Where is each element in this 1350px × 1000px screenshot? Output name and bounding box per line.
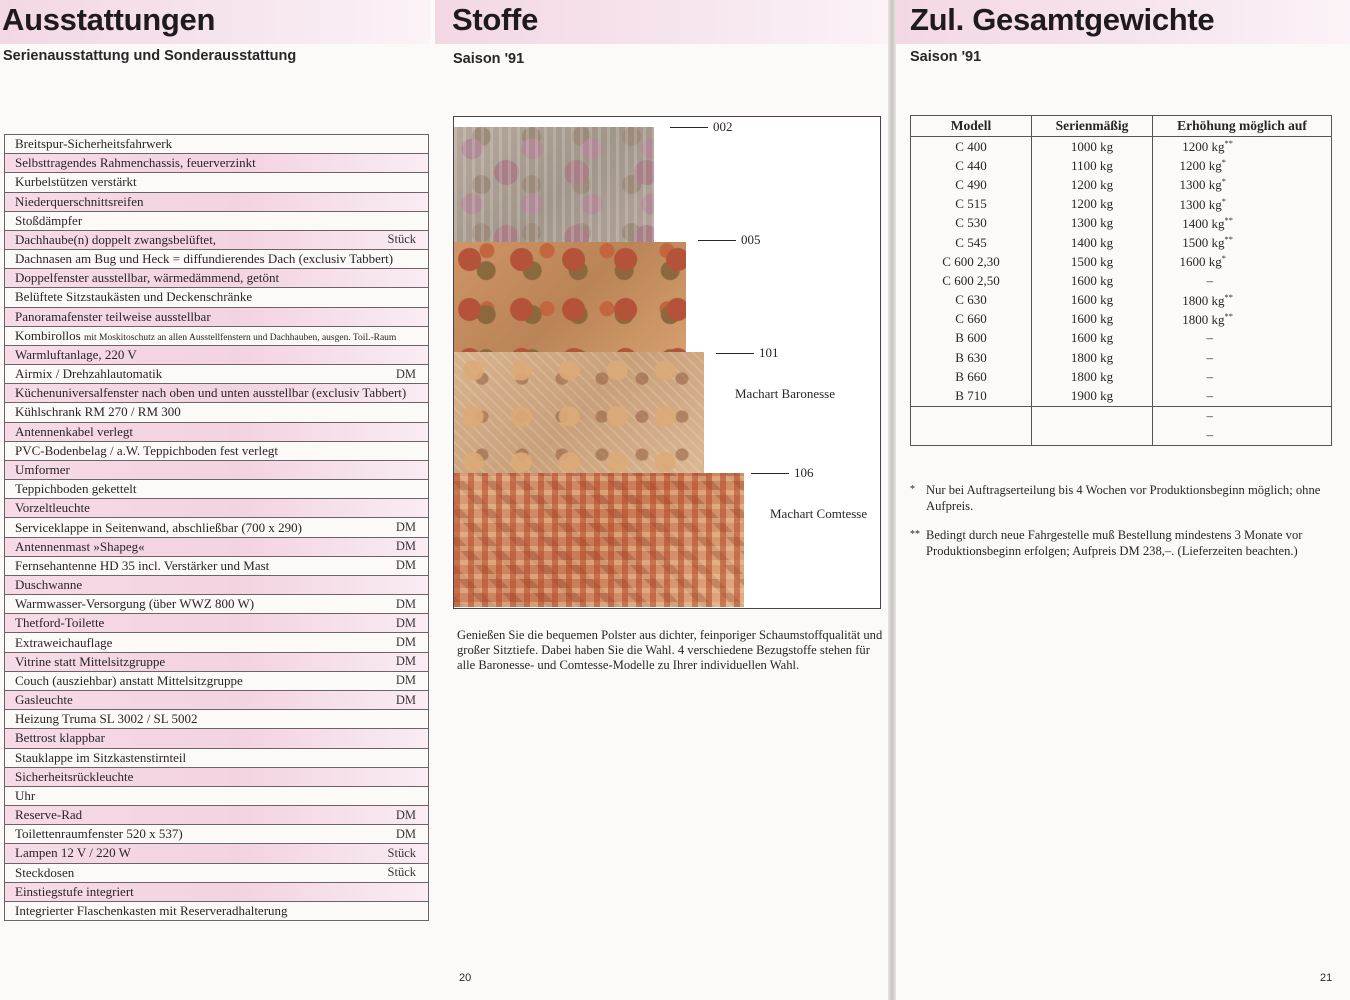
- footnote-marker: *: [1221, 176, 1226, 187]
- feature-unit: DM: [395, 826, 416, 841]
- feature-unit: DM: [395, 692, 416, 707]
- feature-row: [5, 135, 428, 154]
- feature-label: Fernsehantenne HD 35 incl. Verstärker und Mast: [15, 557, 270, 573]
- weight-table-row: [911, 426, 1332, 446]
- cell-increase: [1153, 367, 1332, 386]
- feature-label: Toilettenraumfenster 520 x 537): [15, 826, 183, 842]
- feature-label: Gasleuchte: [15, 692, 73, 708]
- feature-text: [15, 750, 186, 766]
- feature-row: [5, 308, 428, 327]
- feature-row: [5, 787, 428, 806]
- footnote-marker: **: [1224, 291, 1233, 302]
- fabric-label-baronesse: Machart Baronesse: [735, 386, 835, 401]
- feature-unit: Stück: [387, 232, 416, 247]
- footnote-marker: **: [1224, 138, 1233, 149]
- cell-model: [911, 406, 1032, 426]
- feature-label: Integrierter Flaschenkasten mit Reserveradhalterung: [15, 902, 288, 918]
- feature-text: [15, 481, 136, 497]
- cell-serial: 1200 kg: [1032, 195, 1153, 214]
- fabric-code-005: 005: [741, 232, 761, 247]
- header-modell: Modell: [911, 116, 1032, 137]
- feature-label: Dachnasen am Bug und Heck = diffundierendes Dach (exclusiv Tabbert): [15, 251, 394, 267]
- feature-row: [5, 710, 428, 729]
- feature-row: [5, 768, 428, 787]
- cell-model: C 600 2,50: [911, 271, 1032, 290]
- feature-label: Antennenmast »Shapeg«: [15, 538, 145, 554]
- cell-increase: [1153, 348, 1332, 367]
- feature-text: [15, 884, 134, 900]
- fabric-callout-101: [716, 345, 779, 361]
- weight-table-row: [911, 310, 1332, 329]
- cell-serial: 1800 kg: [1032, 348, 1153, 367]
- increase-value: –: [1206, 272, 1213, 288]
- feature-row: [5, 231, 428, 250]
- feature-label: Steckdosen: [15, 864, 75, 880]
- feature-text: [15, 404, 181, 420]
- fabric-callout-005: [698, 232, 761, 248]
- fabric-code-106: 106: [794, 465, 814, 480]
- feature-label: PVC-Bodenbelag / a.W. Teppichboden fest verlegt: [15, 442, 279, 458]
- cell-increase: [1153, 406, 1332, 426]
- fabric-code-101: 101: [759, 345, 779, 360]
- footnote-text-1: Nur bei Auftragserteilung bis 4 Wochen vor Produktionsbeginn möglich; ohne Aufpreis.: [926, 483, 1321, 513]
- fabric-callout-106: [751, 465, 814, 481]
- increase-value: –: [1206, 330, 1213, 346]
- footnote-text-2: Bedingt durch neue Fahrgestelle muß Bestellung mindestens 3 Monate vor Produktionsbeginn erfolgen; Aufpreis DM 238,–. (Lieferzeiten beachten.): [926, 528, 1303, 558]
- cell-increase: [1153, 214, 1332, 233]
- increase-value: 1500 kg: [1182, 235, 1225, 251]
- footnote-marker: **: [1224, 214, 1233, 225]
- feature-label: Stauklappe im Sitzkastenstirnteil: [15, 749, 187, 765]
- feature-row: [5, 844, 428, 863]
- feature-text: [15, 270, 279, 286]
- fabric-label-comtesse: Machart Comtesse: [770, 506, 868, 521]
- feature-text: [15, 251, 393, 267]
- feature-row: [5, 883, 428, 902]
- feature-text: [15, 692, 73, 708]
- feature-label: Niederquerschnittsreifen: [15, 193, 144, 209]
- increase-value: –: [1206, 388, 1213, 404]
- feature-row: [5, 749, 428, 768]
- fabric-callout-002: [670, 119, 733, 135]
- feature-row: [5, 365, 428, 384]
- footnote-marker: *: [1221, 253, 1226, 264]
- feature-label: Serviceklappe in Seitenwand, abschließbar (700 x 290): [15, 519, 302, 535]
- feature-label: Uhr: [15, 787, 36, 803]
- fabric-samples-panel: [453, 116, 881, 609]
- feature-row: [5, 806, 428, 825]
- fabric-swatch-106: [454, 473, 744, 607]
- feature-label: Vitrine statt Mittelsitzgruppe: [15, 653, 166, 669]
- weight-table-row: [911, 406, 1332, 426]
- cell-serial: 1200 kg: [1032, 175, 1153, 194]
- feature-text: [15, 424, 133, 440]
- feature-text: [15, 213, 82, 229]
- feature-row: [5, 173, 428, 192]
- page-title-stoffe: Stoffe: [452, 2, 539, 37]
- cell-increase: [1153, 310, 1332, 329]
- increase-value: –: [1206, 349, 1213, 365]
- feature-text: [15, 194, 144, 210]
- weight-table: [910, 115, 1332, 446]
- weight-table-row: [911, 233, 1332, 252]
- feature-label: Belüftete Sitzstaukästen und Deckenschränke: [15, 289, 253, 305]
- feature-detail: mit Moskitoschutz an allen Ausstellfenstern und Dachhauben, ausgen. Toil.-Raum: [83, 332, 397, 343]
- cell-serial: 1500 kg: [1032, 252, 1153, 271]
- feature-label: Umformer: [15, 462, 70, 477]
- weight-table-row: [911, 214, 1332, 233]
- cell-model: B 600: [911, 329, 1032, 348]
- cell-model: B 710: [911, 386, 1032, 406]
- cell-serial: 1800 kg: [1032, 367, 1153, 386]
- feature-label: Stoßdämpfer: [15, 212, 83, 228]
- feature-row: [5, 442, 428, 461]
- increase-value: 1200 kg: [1182, 139, 1225, 155]
- feature-label: Lampen 12 V / 220 W: [15, 845, 131, 861]
- cell-serial: 1600 kg: [1032, 329, 1153, 348]
- cell-model: C 515: [911, 195, 1032, 214]
- feature-row: [5, 193, 428, 212]
- cell-serial: [1032, 426, 1153, 446]
- footnote-marker: *: [1221, 157, 1226, 168]
- feature-label: Breitspur-Sicherheitsfahrwerk: [15, 136, 173, 152]
- weight-table-row: [911, 291, 1332, 310]
- feature-unit: DM: [395, 635, 416, 650]
- cell-serial: 1900 kg: [1032, 386, 1153, 406]
- weight-table-row: [911, 252, 1332, 271]
- feature-text: [15, 635, 112, 651]
- cell-serial: 1400 kg: [1032, 233, 1153, 252]
- footnote-mark-1: *: [910, 484, 915, 495]
- feature-label: Thetford-Toilette: [15, 615, 105, 631]
- page-subtitle-stoffe: Saison '91: [453, 51, 525, 67]
- increase-value: 1300 kg: [1179, 177, 1222, 193]
- feature-label: Dachhaube(n) doppelt zwangsbelüftet,: [15, 231, 217, 247]
- page-subtitle-gewichte: Saison '91: [910, 49, 982, 65]
- page-title-gesamtgewichte: Zul. Gesamtgewichte: [910, 2, 1215, 37]
- feature-text: [15, 558, 269, 574]
- feature-text: [15, 577, 82, 593]
- feature-label: Kühlschrank RM 270 / RM 300: [15, 404, 181, 420]
- feature-row: [5, 327, 428, 346]
- feature-label: Reserve-Rad: [15, 807, 83, 823]
- feature-row: [5, 212, 428, 231]
- feature-label: Kurbelstützen verstärkt: [15, 174, 137, 190]
- page-title-ausstattungen: Ausstattungen: [2, 2, 216, 37]
- cell-increase: [1153, 252, 1332, 271]
- cell-serial: 1300 kg: [1032, 214, 1153, 233]
- header-serienmaessig: Serienmäßig: [1032, 116, 1153, 137]
- feature-text: [15, 136, 172, 152]
- weight-table-row: [911, 195, 1332, 214]
- feature-unit: DM: [395, 807, 416, 822]
- feature-text: [15, 769, 133, 785]
- feature-label: Duschwanne: [15, 577, 83, 593]
- footnote-marker: **: [1224, 310, 1233, 321]
- feature-row: [5, 423, 428, 442]
- footnote-double-star: [910, 528, 1326, 559]
- feature-row: [5, 518, 428, 537]
- feature-text: [15, 328, 396, 344]
- feature-label: Warmluftanlage, 220 V: [15, 346, 137, 362]
- cell-increase: [1153, 329, 1332, 348]
- feature-row: [5, 614, 428, 633]
- cell-serial: 1100 kg: [1032, 156, 1153, 175]
- cell-model: C 530: [911, 214, 1032, 233]
- feature-row: [5, 480, 428, 499]
- header-erhoehung: Erhöhung möglich auf: [1153, 116, 1332, 137]
- feature-unit: DM: [395, 520, 416, 535]
- feature-label: Doppelfenster ausstellbar, wärmedämmend, getönt: [15, 270, 280, 286]
- feature-label: Vorzeltleuchte: [15, 500, 90, 516]
- feature-unit: DM: [395, 615, 416, 630]
- cell-model: C 660: [911, 310, 1032, 329]
- feature-label: Küchenuniversalfenster nach oben und unten ausstellbar (exclusiv Tabbert): [15, 385, 407, 401]
- fabric-code-002: 002: [713, 119, 733, 134]
- feature-label: Antennenkabel verlegt: [15, 423, 134, 439]
- cell-model: C 545: [911, 233, 1032, 252]
- increase-value: 1800 kg: [1182, 311, 1225, 327]
- feature-row: [5, 691, 428, 710]
- weight-table-row: [911, 367, 1332, 386]
- feature-text: [15, 155, 256, 171]
- increase-value: –: [1206, 427, 1213, 443]
- feature-row: [5, 595, 428, 614]
- feature-text: [15, 654, 165, 670]
- feature-text: [15, 289, 252, 305]
- feature-unit: Stück: [387, 845, 416, 860]
- cell-model: C 400: [911, 137, 1032, 157]
- feature-row: [5, 288, 428, 307]
- feature-unit: DM: [395, 596, 416, 611]
- feature-label: Warmwasser-Versorgung (über WWZ 800 W): [15, 596, 255, 612]
- cell-increase: [1153, 156, 1332, 175]
- feature-row: [5, 729, 428, 748]
- increase-value: 1200 kg: [1179, 158, 1222, 174]
- weight-table-row: [911, 137, 1332, 157]
- feature-text: [15, 730, 105, 746]
- feature-row: [5, 154, 428, 173]
- cell-model: C 630: [911, 291, 1032, 310]
- feature-text: [15, 309, 211, 325]
- feature-label: Extraweichauflage: [15, 634, 113, 650]
- weight-table-header: [911, 116, 1332, 137]
- fabric-description: Genießen Sie die bequemen Polster aus dichter, feinporiger Schaumstoffqualität und großer Sitztiefe. Dabei haben Sie die Wahl. 4 verschiedene Bezugstoffe stehen für alle Baronesse- und Comtesse-Modelle zu Ihrer individuellen Wahl.: [457, 628, 883, 673]
- feature-label: Airmix / Drehzahlautomatik: [15, 366, 163, 382]
- feature-text: [15, 232, 216, 248]
- feature-text: [15, 615, 104, 631]
- increase-value: –: [1206, 408, 1213, 424]
- feature-row: [5, 825, 428, 844]
- feature-label: Einstiegstufe integriert: [15, 883, 134, 899]
- cell-serial: [1032, 406, 1153, 426]
- cell-model: B 630: [911, 348, 1032, 367]
- feature-unit: DM: [395, 539, 416, 554]
- feature-label: Kombirollos: [15, 327, 81, 343]
- weight-table-row: [911, 348, 1332, 367]
- cell-increase: [1153, 291, 1332, 310]
- footnote-mark-2: **: [910, 529, 920, 540]
- feature-unit: DM: [395, 366, 416, 381]
- feature-text: [15, 903, 288, 919]
- feature-unit: Stück: [387, 865, 416, 880]
- feature-row: [5, 653, 428, 672]
- footnote-marker: **: [1224, 234, 1233, 245]
- feature-text: [15, 711, 198, 727]
- fabric-swatch-101: [454, 352, 704, 477]
- cell-serial: 1600 kg: [1032, 271, 1153, 290]
- feature-label: Bettrost klappbar: [15, 730, 105, 746]
- feature-text: [15, 596, 254, 612]
- feature-row: [5, 864, 428, 883]
- cell-model: C 490: [911, 175, 1032, 194]
- feature-list: [4, 134, 429, 921]
- feature-text: [15, 807, 82, 823]
- feature-label: Selbsttragendes Rahmenchassis, feuerverzinkt: [15, 155, 256, 171]
- cell-increase: [1153, 426, 1332, 446]
- weight-table-row: [911, 175, 1332, 194]
- increase-value: –: [1206, 368, 1213, 384]
- cell-increase: [1153, 137, 1332, 157]
- cell-increase: [1153, 233, 1332, 252]
- feature-label: Couch (ausziehbar) anstatt Mittelsitzgruppe: [15, 672, 243, 688]
- feature-label: Teppichboden gekettelt: [15, 481, 137, 497]
- feature-text: [15, 539, 145, 555]
- weight-table-row: [911, 271, 1332, 290]
- feature-text: [15, 462, 70, 478]
- feature-text: [15, 673, 243, 689]
- feature-row: [5, 269, 428, 288]
- cell-increase: [1153, 271, 1332, 290]
- increase-value: 1300 kg: [1179, 196, 1222, 212]
- feature-row: [5, 346, 428, 365]
- feature-row: [5, 384, 428, 403]
- footnote-marker: *: [1221, 195, 1226, 206]
- feature-row: [5, 250, 428, 269]
- increase-value: 1800 kg: [1182, 292, 1225, 308]
- feature-text: [15, 443, 278, 459]
- cell-serial: 1600 kg: [1032, 310, 1153, 329]
- footnote-single-star: [910, 483, 1326, 514]
- weight-table-body: [911, 137, 1332, 446]
- feature-row: [5, 499, 428, 518]
- feature-row: [5, 902, 428, 921]
- feature-text: [15, 845, 131, 861]
- weight-table-row: [911, 386, 1332, 406]
- feature-label: Heizung Truma SL 3002 / SL 5002: [15, 711, 198, 727]
- feature-text: [15, 385, 406, 401]
- weight-table-row: [911, 156, 1332, 175]
- fabric-swatch-005: [454, 242, 686, 362]
- page-gutter: [888, 0, 896, 1000]
- increase-value: 1400 kg: [1182, 215, 1225, 231]
- feature-text: [15, 865, 74, 881]
- feature-row: [5, 538, 428, 557]
- feature-unit: DM: [395, 558, 416, 573]
- feature-row: [5, 557, 428, 576]
- page-subtitle-ausstattung: Serienausstattung und Sonderausstattung: [3, 48, 297, 64]
- cell-model: C 440: [911, 156, 1032, 175]
- feature-row: [5, 461, 428, 480]
- feature-text: [15, 366, 162, 382]
- cell-increase: [1153, 175, 1332, 194]
- cell-increase: [1153, 195, 1332, 214]
- feature-label: Sicherheitsrückleuchte: [15, 768, 134, 784]
- feature-row: [5, 403, 428, 422]
- feature-unit: DM: [395, 654, 416, 669]
- cell-serial: 1600 kg: [1032, 291, 1153, 310]
- cell-model: C 600 2,30: [911, 252, 1032, 271]
- cell-model: B 660: [911, 367, 1032, 386]
- feature-text: [15, 347, 137, 363]
- feature-text: [15, 174, 137, 190]
- feature-text: [15, 520, 302, 536]
- cell-increase: [1153, 386, 1332, 406]
- increase-value: 1600 kg: [1179, 254, 1222, 270]
- cell-serial: 1000 kg: [1032, 137, 1153, 157]
- feature-row: [5, 633, 428, 652]
- feature-row: [5, 672, 428, 691]
- feature-unit: DM: [395, 673, 416, 688]
- feature-text: [15, 788, 35, 804]
- feature-label: Panoramafenster teilweise ausstellbar: [15, 308, 211, 324]
- page-number-21: 21: [1320, 972, 1333, 984]
- page-number-20: 20: [459, 972, 472, 984]
- feature-text: [15, 500, 90, 516]
- weight-table-row: [911, 329, 1332, 348]
- cell-model: [911, 426, 1032, 446]
- feature-text: [15, 826, 183, 842]
- feature-row: [5, 576, 428, 595]
